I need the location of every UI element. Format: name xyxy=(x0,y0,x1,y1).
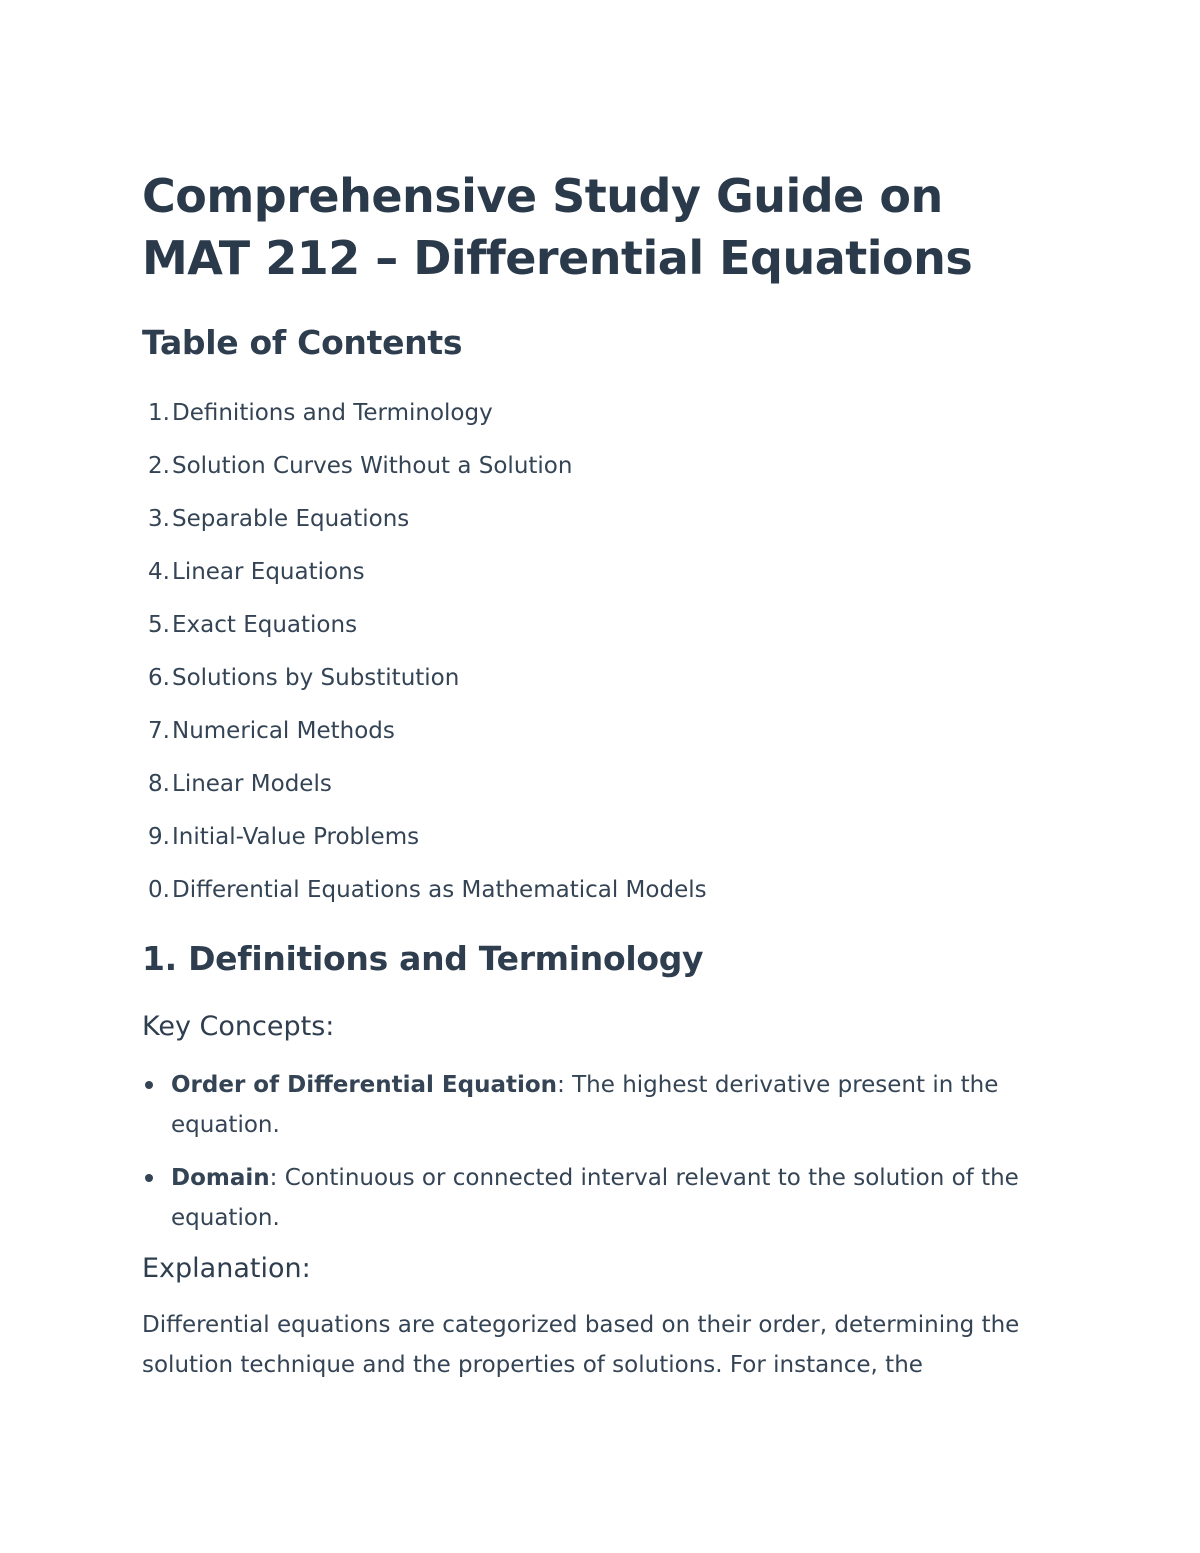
toc-item-label[interactable]: Exact Equations xyxy=(172,612,358,638)
concept-definition: : The highest derivative present in the equation. xyxy=(171,1072,999,1138)
toc-item-label[interactable]: Definitions and Terminology xyxy=(172,400,493,426)
document-page xyxy=(142,165,1042,1385)
toc-item-label[interactable]: Linear Equations xyxy=(172,559,365,585)
toc-item[interactable] xyxy=(142,440,1042,493)
toc-item-label[interactable]: Differential Equations as Mathematical Models xyxy=(172,877,707,903)
toc-item-number: 7. xyxy=(148,718,170,744)
toc-item-number: 8. xyxy=(148,771,170,797)
toc-item[interactable] xyxy=(142,599,1042,652)
list-item xyxy=(142,1158,1042,1238)
toc-item-label[interactable]: Linear Models xyxy=(172,771,332,797)
concept-definition: : Continuous or connected interval relevant to the solution of the equation. xyxy=(171,1165,1019,1231)
section-heading: 1. Definitions and Terminology xyxy=(142,939,704,978)
toc-item[interactable] xyxy=(142,758,1042,811)
toc-item-number: 5. xyxy=(148,612,170,638)
toc-item-number: 2. xyxy=(148,453,170,479)
toc-item-label[interactable]: Separable Equations xyxy=(172,506,410,532)
explanation-paragraph: Differential equations are categorized based on their order, determining the solution technique and the properties of solutions. For instance, the xyxy=(142,1312,1020,1378)
toc-item-label[interactable]: Solutions by Substitution xyxy=(172,665,460,691)
toc-item-label[interactable]: Numerical Methods xyxy=(172,718,395,744)
toc-item-label[interactable]: Solution Curves Without a Solution xyxy=(172,453,573,479)
toc-item-number: 3. xyxy=(148,506,170,532)
toc-item-label[interactable]: Initial-Value Problems xyxy=(172,824,420,850)
table-of-contents xyxy=(142,387,1042,917)
toc-item-number: 1. xyxy=(148,400,170,426)
toc-item[interactable] xyxy=(142,705,1042,758)
concept-term: Domain xyxy=(171,1165,270,1191)
concept-term: Order of Differential Equation xyxy=(171,1072,558,1098)
toc-item-number: 4. xyxy=(148,559,170,585)
document-title: Comprehensive Study Guide on MAT 212 – Differential Equations xyxy=(142,169,973,285)
toc-heading: Table of Contents xyxy=(142,323,463,362)
bullet-icon xyxy=(145,1081,153,1089)
toc-item[interactable] xyxy=(142,546,1042,599)
toc-item-number: 6. xyxy=(148,665,170,691)
key-concepts-list xyxy=(142,1065,1042,1238)
explanation-heading: Explanation: xyxy=(142,1253,311,1284)
toc-item[interactable] xyxy=(142,811,1042,864)
toc-item[interactable] xyxy=(142,864,1042,917)
toc-item[interactable] xyxy=(142,387,1042,440)
toc-item[interactable] xyxy=(142,652,1042,705)
bullet-icon xyxy=(145,1174,153,1182)
toc-item-number: 0. xyxy=(148,877,170,903)
toc-item-number: 9. xyxy=(148,824,170,850)
list-item xyxy=(142,1065,1042,1145)
key-concepts-heading: Key Concepts: xyxy=(142,1011,335,1042)
toc-item[interactable] xyxy=(142,493,1042,546)
